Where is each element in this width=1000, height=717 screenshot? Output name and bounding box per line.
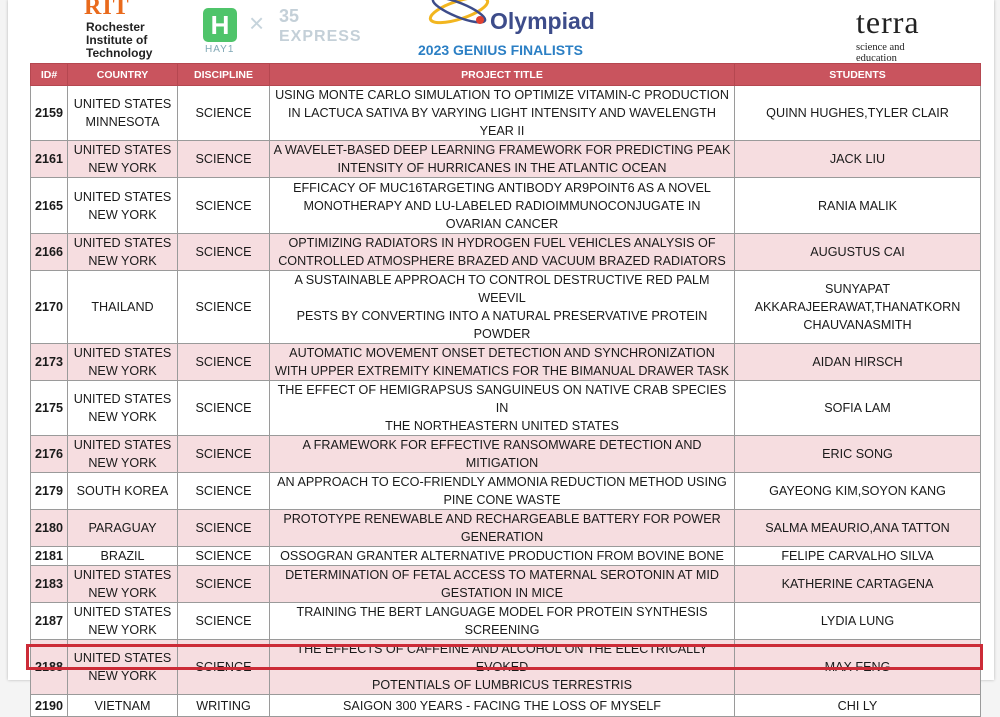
- cell-id: [31, 381, 68, 436]
- olympiad-title: Olympiad: [490, 8, 595, 34]
- cell-country-line: UNITED STATES: [73, 97, 172, 111]
- cell-students: [735, 547, 981, 566]
- cell-students: [735, 141, 981, 178]
- times-icon: ×: [249, 8, 265, 38]
- cell-students-line: SUNYAPAT: [824, 282, 891, 296]
- cell-discipline-line: SCIENCE: [195, 614, 252, 628]
- cell-project-title: [270, 86, 735, 141]
- cell-project-title: [270, 640, 735, 695]
- rit-logo: [78, 0, 188, 62]
- cell-country: [68, 86, 178, 141]
- cell-project-title-line: POTENTIALS OF LUMBRICUS TERRESTRIS: [371, 678, 633, 692]
- cell-project-title-line: USING MONTE CARLO SIMULATION TO OPTIMIZE VITAMIN-C PRODUCTION: [275, 88, 729, 102]
- cell-country: [68, 234, 178, 271]
- cell-project-title: [270, 141, 735, 178]
- cell-project-title-line: IN LACTUCA SATIVA BY VARYING LIGHT INTENSITY AND WAVELENGTH: [287, 106, 717, 120]
- cell-students-line: SALMA MEAURIO,ANA TATTON: [765, 521, 950, 535]
- table-row: [31, 603, 981, 640]
- cell-id: [31, 603, 68, 640]
- cell-country-line: NEW YORK: [88, 456, 157, 470]
- cell-id-line: 2173: [34, 355, 64, 369]
- cell-id-line: 2190: [34, 698, 64, 713]
- cell-id: [31, 178, 68, 234]
- cell-country-line: NEW YORK: [88, 623, 157, 637]
- cell-id: [31, 640, 68, 695]
- cell-discipline: [178, 640, 270, 695]
- cell-project-title: [270, 510, 735, 547]
- cell-project-title: [270, 547, 735, 566]
- cell-project-title-line: THE NORTHEASTERN UNITED STATES: [385, 419, 619, 433]
- cell-country: [68, 178, 178, 234]
- cell-country-line: UNITED STATES: [73, 651, 172, 665]
- cell-discipline-line: SCIENCE: [195, 106, 252, 120]
- cell-id-line: 2175: [34, 401, 64, 415]
- cell-project-title-line: DETERMINATION OF FETAL ACCESS TO MATERNAL SEROTONIN AT MID: [285, 568, 719, 582]
- cell-id: [31, 234, 68, 271]
- table-row: [31, 510, 981, 547]
- table-row: [31, 178, 981, 234]
- table-header-row: [31, 64, 981, 86]
- table-row: [31, 86, 981, 141]
- cell-country: [68, 141, 178, 178]
- table-row: [31, 473, 981, 510]
- col-header-project-title: PROJECT TITLE: [270, 64, 735, 86]
- cell-discipline-line: SCIENCE: [195, 484, 252, 498]
- cell-project-title: [270, 234, 735, 271]
- cell-country: [68, 603, 178, 640]
- cell-students: [735, 640, 981, 695]
- cell-id: [31, 436, 68, 473]
- cell-project-title: [270, 436, 735, 473]
- cell-project-title-line: TRAINING THE BERT LANGUAGE MODEL FOR PROTEIN SYNTHESIS: [296, 605, 708, 619]
- cell-discipline-line: SCIENCE: [195, 447, 252, 461]
- cell-discipline: [178, 344, 270, 381]
- cell-project-title-line: THE EFFECTS OF CAFFEINE AND ALCOHOL ON THE ELECTRICALLY EVOKED: [296, 642, 708, 674]
- cell-country-line: NEW YORK: [88, 207, 157, 222]
- cell-project-title-line: OSSOGRAN GRANTER ALTERNATIVE PRODUCTION FROM BOVINE BONE: [280, 549, 724, 563]
- cell-project-title: [270, 603, 735, 640]
- col-header-id: ID#: [31, 64, 68, 86]
- cell-country-line: UNITED STATES: [73, 392, 172, 406]
- express-number: 35: [279, 6, 300, 26]
- col-header-country: COUNTRY: [68, 64, 178, 86]
- cell-students: [735, 510, 981, 547]
- cell-project-title-line: AUTOMATIC MOVEMENT ONSET DETECTION AND SYNCHRONIZATION: [289, 346, 715, 360]
- cell-project-title: [270, 566, 735, 603]
- cell-project-title: [270, 473, 735, 510]
- cell-discipline-line: SCIENCE: [195, 577, 252, 591]
- cell-id-line: 2183: [34, 577, 64, 591]
- cell-project-title-line: MONOTHERAPY AND LU-LABELED RADIOIMMUNOCONJUGATE IN: [303, 198, 701, 213]
- cell-country-line: NEW YORK: [88, 669, 157, 683]
- cell-project-title-line: A WAVELET-BASED DEEP LEARNING FRAMEWORK FOR PREDICTING PEAK: [273, 143, 731, 157]
- finalists-table: [30, 63, 981, 717]
- cell-discipline: [178, 547, 270, 566]
- cell-id: [31, 271, 68, 344]
- table-row: [31, 547, 981, 566]
- cell-discipline: [178, 178, 270, 234]
- cell-country-line: PARAGUAY: [88, 521, 157, 535]
- cell-country: [68, 473, 178, 510]
- terra-tagline: science and education: [856, 42, 905, 64]
- cell-students-line: LYDIA LUNG: [820, 614, 895, 628]
- cell-students-line: AKKARAJEERAWAT,THANATKORN: [754, 300, 961, 314]
- cell-id-line: 2187: [34, 614, 64, 628]
- cell-country: [68, 344, 178, 381]
- cell-project-title-line: A SUSTAINABLE APPROACH TO CONTROL DESTRUCTIVE RED PALM WEEVIL: [294, 273, 710, 305]
- cell-country-line: VIETNAM: [94, 698, 151, 713]
- finalists-document: [8, 0, 994, 713]
- cell-students-line: ERIC SONG: [822, 447, 893, 461]
- cell-id: [31, 566, 68, 603]
- cell-students: [735, 436, 981, 473]
- cell-discipline-line: SCIENCE: [195, 549, 252, 563]
- cell-project-title: [270, 381, 735, 436]
- cell-students-line: AIDAN HIRSCH: [812, 355, 903, 369]
- terra-logo: [854, 0, 944, 62]
- cell-id: [31, 86, 68, 141]
- cell-discipline: [178, 473, 270, 510]
- cell-discipline-line: SCIENCE: [195, 198, 252, 213]
- cell-discipline: [178, 381, 270, 436]
- cell-project-title: [270, 344, 735, 381]
- rit-mark: RIT: [84, 0, 130, 20]
- cell-project-title-line: THE EFFECT OF HEMIGRAPSUS SANGUINEUS ON NATIVE CRAB SPECIES IN: [277, 383, 727, 415]
- cell-students: [735, 473, 981, 510]
- cell-students-line: JACK LIU: [829, 152, 886, 166]
- cell-country-line: UNITED STATES: [73, 346, 172, 360]
- cell-id: [31, 547, 68, 566]
- cell-project-title-line: OPTIMIZING RADIATORS IN HYDROGEN FUEL VEHICLES ANALYSIS OF: [288, 236, 716, 250]
- cell-discipline-line: SCIENCE: [195, 521, 252, 535]
- cell-project-title: [270, 695, 735, 717]
- cell-students: [735, 86, 981, 141]
- cell-id: [31, 510, 68, 547]
- cell-country: [68, 640, 178, 695]
- cell-id-line: 2180: [34, 521, 64, 535]
- cell-country-line: NEW YORK: [88, 586, 157, 600]
- cell-id-line: 2188: [34, 660, 64, 674]
- cell-students-line: CHI LY: [837, 698, 878, 713]
- cell-discipline: [178, 510, 270, 547]
- cell-students: [735, 234, 981, 271]
- cell-students: [735, 566, 981, 603]
- cell-country-line: UNITED STATES: [73, 605, 172, 619]
- cell-id-line: 2166: [34, 245, 64, 259]
- cell-id: [31, 473, 68, 510]
- finalists-subtitle: 2023 GENIUS FINALISTS: [418, 42, 583, 58]
- cell-project-title-line: GESTATION IN MICE: [441, 586, 563, 600]
- cell-students: [735, 695, 981, 717]
- cell-discipline-line: SCIENCE: [195, 401, 252, 415]
- cell-discipline: [178, 603, 270, 640]
- table-row: [31, 344, 981, 381]
- cell-discipline: [178, 695, 270, 717]
- cell-id-line: 2159: [34, 106, 64, 120]
- cell-id: [31, 695, 68, 717]
- cell-students-line: CHAUVANASMITH: [803, 318, 912, 332]
- cell-country-line: NEW YORK: [88, 161, 157, 175]
- hay1-logo-icon: H: [203, 8, 237, 42]
- cell-students: [735, 178, 981, 234]
- cell-country: [68, 436, 178, 473]
- cell-id: [31, 141, 68, 178]
- cell-country-line: SOUTH KOREA: [76, 484, 169, 498]
- cell-students-line: KATHERINE CARTAGENA: [781, 577, 934, 591]
- cell-country-line: THAILAND: [91, 300, 154, 314]
- cell-project-title-line: CONTROLLED ATMOSPHERE BRAZED AND VACUUM BRAZED RADIATORS: [278, 254, 726, 268]
- table-row: [31, 141, 981, 178]
- cell-project-title-line: A FRAMEWORK FOR EFFECTIVE RANSOMWARE DETECTION AND: [302, 438, 702, 452]
- cell-project-title-line: PINE CONE WASTE: [443, 493, 561, 507]
- cell-project-title: [270, 178, 735, 234]
- cell-country-line: BRAZIL: [100, 549, 145, 563]
- cell-id-line: 2161: [34, 152, 64, 166]
- cell-discipline: [178, 141, 270, 178]
- table-row: [31, 566, 981, 603]
- cell-id-line: 2170: [34, 300, 64, 314]
- table-row: [31, 271, 981, 344]
- cell-discipline: [178, 566, 270, 603]
- cell-country-line: UNITED STATES: [73, 568, 172, 582]
- cell-discipline-line: WRITING: [196, 698, 251, 713]
- col-header-discipline: DISCIPLINE: [178, 64, 270, 86]
- cell-project-title-line: WITH UPPER EXTREMITY KINEMATICS FOR THE BIMANUAL DRAWER TASK: [274, 364, 730, 378]
- cell-country-line: NEW YORK: [88, 254, 157, 268]
- terra-wordmark: terra: [856, 4, 920, 40]
- cell-students: [735, 603, 981, 640]
- table-row-highlighted: [31, 695, 981, 717]
- cell-discipline-line: SCIENCE: [195, 300, 252, 314]
- cell-students-line: AUGUSTUS CAI: [810, 245, 905, 259]
- cell-country-line: NEW YORK: [88, 410, 157, 424]
- cell-country-line: UNITED STATES: [73, 143, 172, 157]
- cell-id-line: 2179: [34, 484, 64, 498]
- cell-discipline-line: SCIENCE: [195, 355, 252, 369]
- cell-students-line: QUINN HUGHES,TYLER CLAIR: [766, 106, 949, 120]
- cell-project-title-line: AN APPROACH TO ECO-FRIENDLY AMMONIA REDUCTION METHOD USING: [277, 475, 727, 489]
- cell-country-line: UNITED STATES: [73, 236, 172, 250]
- cell-discipline: [178, 234, 270, 271]
- genius-olympiad-logo: [408, 0, 608, 62]
- rit-name: Rochester Institute of Technology: [86, 20, 153, 60]
- cell-project-title-line: PROTOTYPE RENEWABLE AND RECHARGEABLE BATTERY FOR POWER: [283, 512, 721, 526]
- cell-discipline-line: SCIENCE: [195, 660, 252, 674]
- cell-project-title-line: PESTS BY CONVERTING INTO A NATURAL PRESERVATIVE PROTEIN POWDER: [296, 309, 708, 341]
- hay1-label: HAY1: [205, 44, 235, 55]
- cell-country: [68, 547, 178, 566]
- cell-project-title-line: SAIGON 300 YEARS - FACING THE LOSS OF MYSELF: [343, 698, 661, 713]
- cell-project-title-line: SCREENING: [464, 623, 540, 637]
- cell-country: [68, 566, 178, 603]
- table-row: [31, 381, 981, 436]
- col-header-students: STUDENTS: [735, 64, 981, 86]
- cell-project-title: [270, 271, 735, 344]
- cell-students: [735, 271, 981, 344]
- cell-project-title-line: INTENSITY OF HURRICANES IN THE ATLANTIC OCEAN: [337, 161, 667, 175]
- cell-id-line: 2165: [34, 198, 64, 213]
- cell-students-line: GAYEONG KIM,SOYON KANG: [769, 484, 946, 498]
- cell-id-line: 2181: [34, 549, 64, 563]
- cell-project-title-line: YEAR II: [479, 124, 525, 138]
- hay1-watermark: [203, 6, 383, 58]
- cell-country-line: NEW YORK: [88, 364, 157, 378]
- table-row: [31, 640, 981, 695]
- cell-students-line: MAX FENG: [824, 660, 891, 674]
- table-row: [31, 234, 981, 271]
- cell-country: [68, 381, 178, 436]
- cell-country: [68, 510, 178, 547]
- cell-country-line: MINNESOTA: [85, 115, 160, 129]
- table-row: [31, 436, 981, 473]
- cell-id-line: 2176: [34, 447, 64, 461]
- document-header: [8, 0, 994, 62]
- cell-students-line: RANIA MALIK: [817, 198, 898, 213]
- atom-swoosh-icon: [424, 0, 494, 36]
- cell-students-line: SOFIA LAM: [824, 401, 891, 415]
- cell-id: [31, 344, 68, 381]
- cell-country-line: UNITED STATES: [73, 189, 172, 204]
- express-word: EXPRESS: [279, 28, 362, 45]
- cell-country: [68, 271, 178, 344]
- cell-project-title-line: GENERATION: [460, 530, 544, 544]
- cell-discipline-line: SCIENCE: [195, 245, 252, 259]
- cell-discipline: [178, 436, 270, 473]
- cell-discipline: [178, 86, 270, 141]
- cell-country-line: UNITED STATES: [73, 438, 172, 452]
- cell-country: [68, 695, 178, 717]
- cell-students: [735, 344, 981, 381]
- cell-project-title-line: MITIGATION: [465, 456, 539, 470]
- cell-discipline: [178, 271, 270, 344]
- cell-project-title-line: OVARIAN CANCER: [445, 216, 559, 231]
- cell-students-line: FELIPE CARVALHO SILVA: [781, 549, 934, 563]
- cell-students: [735, 381, 981, 436]
- cell-project-title-line: EFFICACY OF MUC16TARGETING ANTIBODY AR9POINT6 AS A NOVEL: [293, 180, 711, 195]
- cell-discipline-line: SCIENCE: [195, 152, 252, 166]
